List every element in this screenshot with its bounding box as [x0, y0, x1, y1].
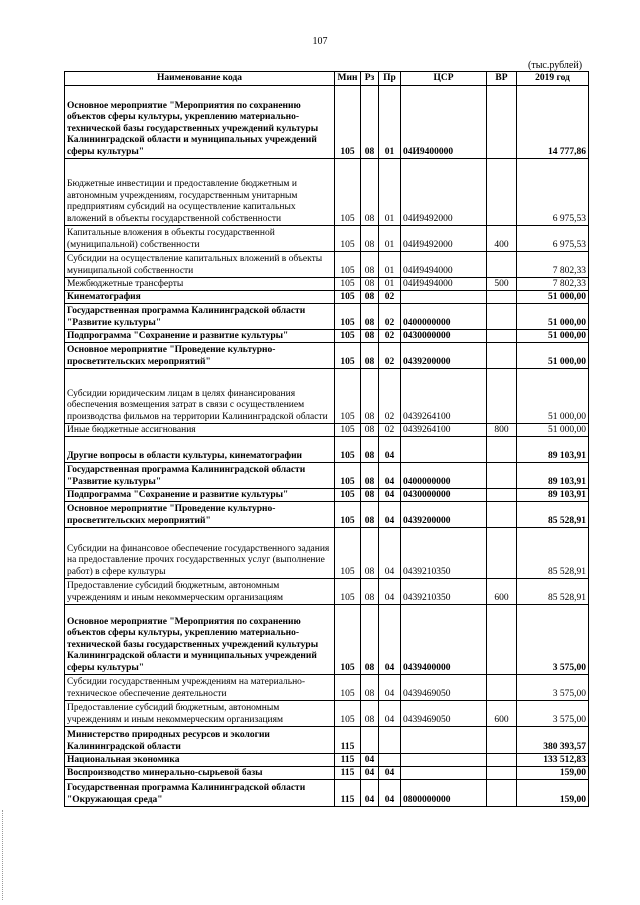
- cell-name: Субсидии государственным учреждениям на материально-техническое обеспечение деятельности: [65, 675, 335, 701]
- table-body: [65, 86, 589, 807]
- cell-pr: 04: [379, 528, 401, 579]
- cell-min: 105: [335, 330, 361, 343]
- cell-csr: 0430000000: [401, 489, 487, 502]
- cell-rz: 08: [361, 489, 379, 502]
- cell-rz: 08: [361, 579, 379, 605]
- cell-name: Предоставление субсидий бюджетным, автономным учреждениям и иным некоммерческим организациям: [65, 579, 335, 605]
- cell-vr: [487, 767, 517, 780]
- cell-csr: 0800000000: [401, 780, 487, 807]
- cell-rz: 08: [361, 605, 379, 675]
- cell-min: 105: [335, 424, 361, 437]
- cell-amount: 6 975,53: [517, 159, 589, 226]
- cell-pr: 04: [379, 579, 401, 605]
- cell-csr: 0439469050: [401, 675, 487, 701]
- cell-amount: 51 000,00: [517, 330, 589, 343]
- cell-vr: [487, 675, 517, 701]
- table-row: [65, 605, 589, 675]
- cell-pr: [379, 754, 401, 767]
- cell-vr: [487, 528, 517, 579]
- cell-min: 105: [335, 528, 361, 579]
- cell-amount: 7 802,33: [517, 252, 589, 278]
- cell-vr: [487, 304, 517, 330]
- table-row: [65, 579, 589, 605]
- cell-amount: 85 528,91: [517, 528, 589, 579]
- cell-pr: 01: [379, 226, 401, 252]
- cell-pr: 04: [379, 675, 401, 701]
- cell-csr: 04И9494000: [401, 252, 487, 278]
- cell-min: 105: [335, 579, 361, 605]
- cell-csr: 0439200000: [401, 502, 487, 528]
- cell-vr: 600: [487, 701, 517, 727]
- table-row: [65, 780, 589, 807]
- cell-pr: 04: [379, 605, 401, 675]
- column-header-rz: Рз: [361, 72, 379, 86]
- cell-pr: 02: [379, 330, 401, 343]
- cell-rz: 08: [361, 159, 379, 226]
- cell-pr: 02: [379, 304, 401, 330]
- cell-vr: [487, 291, 517, 304]
- cell-rz: 04: [361, 767, 379, 780]
- cell-vr: [487, 252, 517, 278]
- cell-rz: 08: [361, 701, 379, 727]
- cell-rz: [361, 727, 379, 754]
- cell-csr: 0439400000: [401, 605, 487, 675]
- cell-vr: [487, 343, 517, 369]
- cell-rz: 04: [361, 754, 379, 767]
- cell-pr: 01: [379, 278, 401, 291]
- column-header-pr: Пр: [379, 72, 401, 86]
- cell-min: 105: [335, 159, 361, 226]
- cell-min: 115: [335, 727, 361, 754]
- table-row: [65, 369, 589, 424]
- cell-csr: 04И9400000: [401, 86, 487, 159]
- cell-rz: 08: [361, 528, 379, 579]
- cell-vr: [487, 605, 517, 675]
- cell-rz: 04: [361, 780, 379, 807]
- cell-min: 105: [335, 701, 361, 727]
- cell-csr: 04И9492000: [401, 226, 487, 252]
- cell-pr: 04: [379, 437, 401, 463]
- cell-amount: 51 000,00: [517, 424, 589, 437]
- column-header-name: Наименование кода: [65, 72, 335, 86]
- cell-rz: 08: [361, 226, 379, 252]
- cell-pr: 04: [379, 780, 401, 807]
- table-row: [65, 252, 589, 278]
- cell-pr: 02: [379, 424, 401, 437]
- cell-name: Министерство природных ресурсов и экологии Калининградской области: [65, 727, 335, 754]
- cell-rz: 08: [361, 369, 379, 424]
- cell-name: Подпрограмма "Сохранение и развитие культуры": [65, 330, 335, 343]
- cell-amount: 133 512,83: [517, 754, 589, 767]
- cell-amount: 3 575,00: [517, 675, 589, 701]
- table-row: [65, 437, 589, 463]
- cell-vr: 400: [487, 226, 517, 252]
- cell-csr: 0439210350: [401, 579, 487, 605]
- cell-csr: 0439469050: [401, 701, 487, 727]
- cell-rz: 08: [361, 675, 379, 701]
- table-row: [65, 489, 589, 502]
- cell-vr: [487, 330, 517, 343]
- cell-vr: [487, 369, 517, 424]
- cell-amount: 51 000,00: [517, 343, 589, 369]
- cell-name: Воспроизводство минерально-сырьевой базы: [65, 767, 335, 780]
- cell-min: 105: [335, 369, 361, 424]
- cell-pr: 04: [379, 463, 401, 489]
- cell-vr: 500: [487, 278, 517, 291]
- cell-name: Государственная программа Калининградской области "Развитие культуры": [65, 463, 335, 489]
- cell-csr: 0439264100: [401, 369, 487, 424]
- cell-name: Бюджетные инвестиции и предоставление бюджетным и автономным учреждениям, государственным унитарным предприятиям субсидий на осуществление капитальных вложений в объекты государственной собственности: [65, 159, 335, 226]
- cell-amount: 89 103,91: [517, 463, 589, 489]
- cell-amount: 159,00: [517, 767, 589, 780]
- cell-amount: 7 802,33: [517, 278, 589, 291]
- cell-vr: [487, 86, 517, 159]
- cell-pr: 01: [379, 159, 401, 226]
- cell-rz: 08: [361, 424, 379, 437]
- cell-min: 105: [335, 437, 361, 463]
- cell-amount: 14 777,86: [517, 86, 589, 159]
- cell-csr: [401, 437, 487, 463]
- cell-name: Межбюджетные трансферты: [65, 278, 335, 291]
- units-label: (тыс.рублей): [528, 60, 583, 71]
- scan-margin-marks: [2, 810, 7, 900]
- cell-rz: 08: [361, 291, 379, 304]
- table-row: [65, 159, 589, 226]
- table-row: [65, 701, 589, 727]
- cell-name: Государственная программа Калининградской области "Развитие культуры": [65, 304, 335, 330]
- cell-vr: [487, 159, 517, 226]
- cell-rz: 08: [361, 86, 379, 159]
- cell-rz: 08: [361, 252, 379, 278]
- cell-pr: 04: [379, 489, 401, 502]
- cell-pr: 04: [379, 767, 401, 780]
- cell-csr: 0400000000: [401, 463, 487, 489]
- cell-min: 115: [335, 767, 361, 780]
- table-header-row: [65, 72, 589, 86]
- cell-pr: 01: [379, 86, 401, 159]
- cell-pr: 02: [379, 343, 401, 369]
- cell-name: Капитальные вложения в объекты государственной (муниципальной) собственности: [65, 226, 335, 252]
- table-row: [65, 502, 589, 528]
- cell-name: Кинематография: [65, 291, 335, 304]
- cell-min: 105: [335, 278, 361, 291]
- cell-min: 105: [335, 86, 361, 159]
- cell-csr: 0400000000: [401, 304, 487, 330]
- cell-min: 115: [335, 754, 361, 767]
- cell-csr: [401, 767, 487, 780]
- cell-rz: 08: [361, 437, 379, 463]
- table-row: [65, 278, 589, 291]
- cell-rz: 08: [361, 330, 379, 343]
- cell-min: 105: [335, 502, 361, 528]
- cell-amount: 6 975,53: [517, 226, 589, 252]
- cell-csr: 0439200000: [401, 343, 487, 369]
- cell-vr: [487, 437, 517, 463]
- cell-pr: 02: [379, 369, 401, 424]
- cell-csr: [401, 727, 487, 754]
- cell-amount: 85 528,91: [517, 579, 589, 605]
- table-row: [65, 291, 589, 304]
- table-row: [65, 424, 589, 437]
- table-row: [65, 675, 589, 701]
- cell-min: 105: [335, 605, 361, 675]
- cell-amount: 89 103,91: [517, 437, 589, 463]
- cell-vr: [487, 754, 517, 767]
- cell-vr: [487, 489, 517, 502]
- cell-rz: 08: [361, 304, 379, 330]
- cell-amount: 89 103,91: [517, 489, 589, 502]
- cell-csr: [401, 291, 487, 304]
- cell-rz: 08: [361, 278, 379, 291]
- budget-table: [64, 71, 589, 807]
- cell-csr: 04И9494000: [401, 278, 487, 291]
- table-row: [65, 330, 589, 343]
- table-row: [65, 528, 589, 579]
- cell-csr: 0439264100: [401, 424, 487, 437]
- page-number: 107: [312, 36, 328, 47]
- cell-rz: 08: [361, 463, 379, 489]
- cell-min: 105: [335, 304, 361, 330]
- table-row: [65, 343, 589, 369]
- cell-min: 115: [335, 780, 361, 807]
- cell-min: 105: [335, 291, 361, 304]
- cell-amount: 380 393,57: [517, 727, 589, 754]
- cell-min: 105: [335, 489, 361, 502]
- cell-name: Другие вопросы в области культуры, кинематографии: [65, 437, 335, 463]
- cell-csr: 0430000000: [401, 330, 487, 343]
- cell-amount: 3 575,00: [517, 605, 589, 675]
- cell-min: 105: [335, 226, 361, 252]
- cell-name: Основное мероприятие "Проведение культурно-просветительских мероприятий": [65, 343, 335, 369]
- cell-vr: 600: [487, 579, 517, 605]
- cell-amount: 51 000,00: [517, 291, 589, 304]
- cell-name: Предоставление субсидий бюджетным, автономным учреждениям и иным некоммерческим организациям: [65, 701, 335, 727]
- cell-min: 105: [335, 463, 361, 489]
- column-header-csr: ЦСР: [401, 72, 487, 86]
- cell-amount: 159,00: [517, 780, 589, 807]
- cell-amount: 51 000,00: [517, 369, 589, 424]
- cell-min: 105: [335, 252, 361, 278]
- cell-pr: 01: [379, 252, 401, 278]
- table-row: [65, 463, 589, 489]
- cell-name: Основное мероприятие "Проведение культурно-просветительских мероприятий": [65, 502, 335, 528]
- cell-pr: 04: [379, 502, 401, 528]
- cell-name: Субсидии юридическим лицам в целях финансирования обеспечения возмещения затрат в связи с осуществлением производства фильмов на территории Калининградской области: [65, 369, 335, 424]
- cell-name: Субсидии на финансовое обеспечение государственного задания на предоставление прочих государственных услуг (выполнение работ) в сфере культуры: [65, 528, 335, 579]
- cell-name: Государственная программа Калининградской области "Окружающая среда": [65, 780, 335, 807]
- column-header-vr: ВР: [487, 72, 517, 86]
- column-header-amount: 2019 год: [517, 72, 589, 86]
- cell-min: 105: [335, 675, 361, 701]
- cell-name: Субсидии на осуществление капитальных вложений в объекты муниципальной собственности: [65, 252, 335, 278]
- cell-csr: 04И9492000: [401, 159, 487, 226]
- table-row: [65, 754, 589, 767]
- cell-rz: 08: [361, 343, 379, 369]
- cell-pr: [379, 727, 401, 754]
- cell-amount: 85 528,91: [517, 502, 589, 528]
- cell-amount: 3 575,00: [517, 701, 589, 727]
- table-row: [65, 304, 589, 330]
- table-row: [65, 767, 589, 780]
- cell-vr: [487, 463, 517, 489]
- table-row: [65, 86, 589, 159]
- cell-name: Иные бюджетные ассигнования: [65, 424, 335, 437]
- cell-name: Основное мероприятие "Мероприятия по сохранению объектов сферы культуры, укреплению материально-технической базы государственных учреждений культуры Калининградской области и муниципальных учреждений сферы культуры": [65, 86, 335, 159]
- cell-pr: 02: [379, 291, 401, 304]
- cell-name: Основное мероприятие "Мероприятия по сохранению объектов сферы культуры, укреплению материально-технической базы государственных учреждений культуры Калининградской области и муниципальных учреждений сферы культуры": [65, 605, 335, 675]
- cell-rz: 08: [361, 502, 379, 528]
- table-row: [65, 727, 589, 754]
- cell-amount: 51 000,00: [517, 304, 589, 330]
- cell-csr: [401, 754, 487, 767]
- cell-vr: [487, 780, 517, 807]
- cell-name: Национальная экономика: [65, 754, 335, 767]
- cell-name: Подпрограмма "Сохранение и развитие культуры": [65, 489, 335, 502]
- cell-vr: 800: [487, 424, 517, 437]
- cell-vr: [487, 502, 517, 528]
- cell-pr: 04: [379, 701, 401, 727]
- cell-vr: [487, 727, 517, 754]
- cell-csr: 0439210350: [401, 528, 487, 579]
- column-header-min: Мин: [335, 72, 361, 86]
- cell-min: 105: [335, 343, 361, 369]
- table-row: [65, 226, 589, 252]
